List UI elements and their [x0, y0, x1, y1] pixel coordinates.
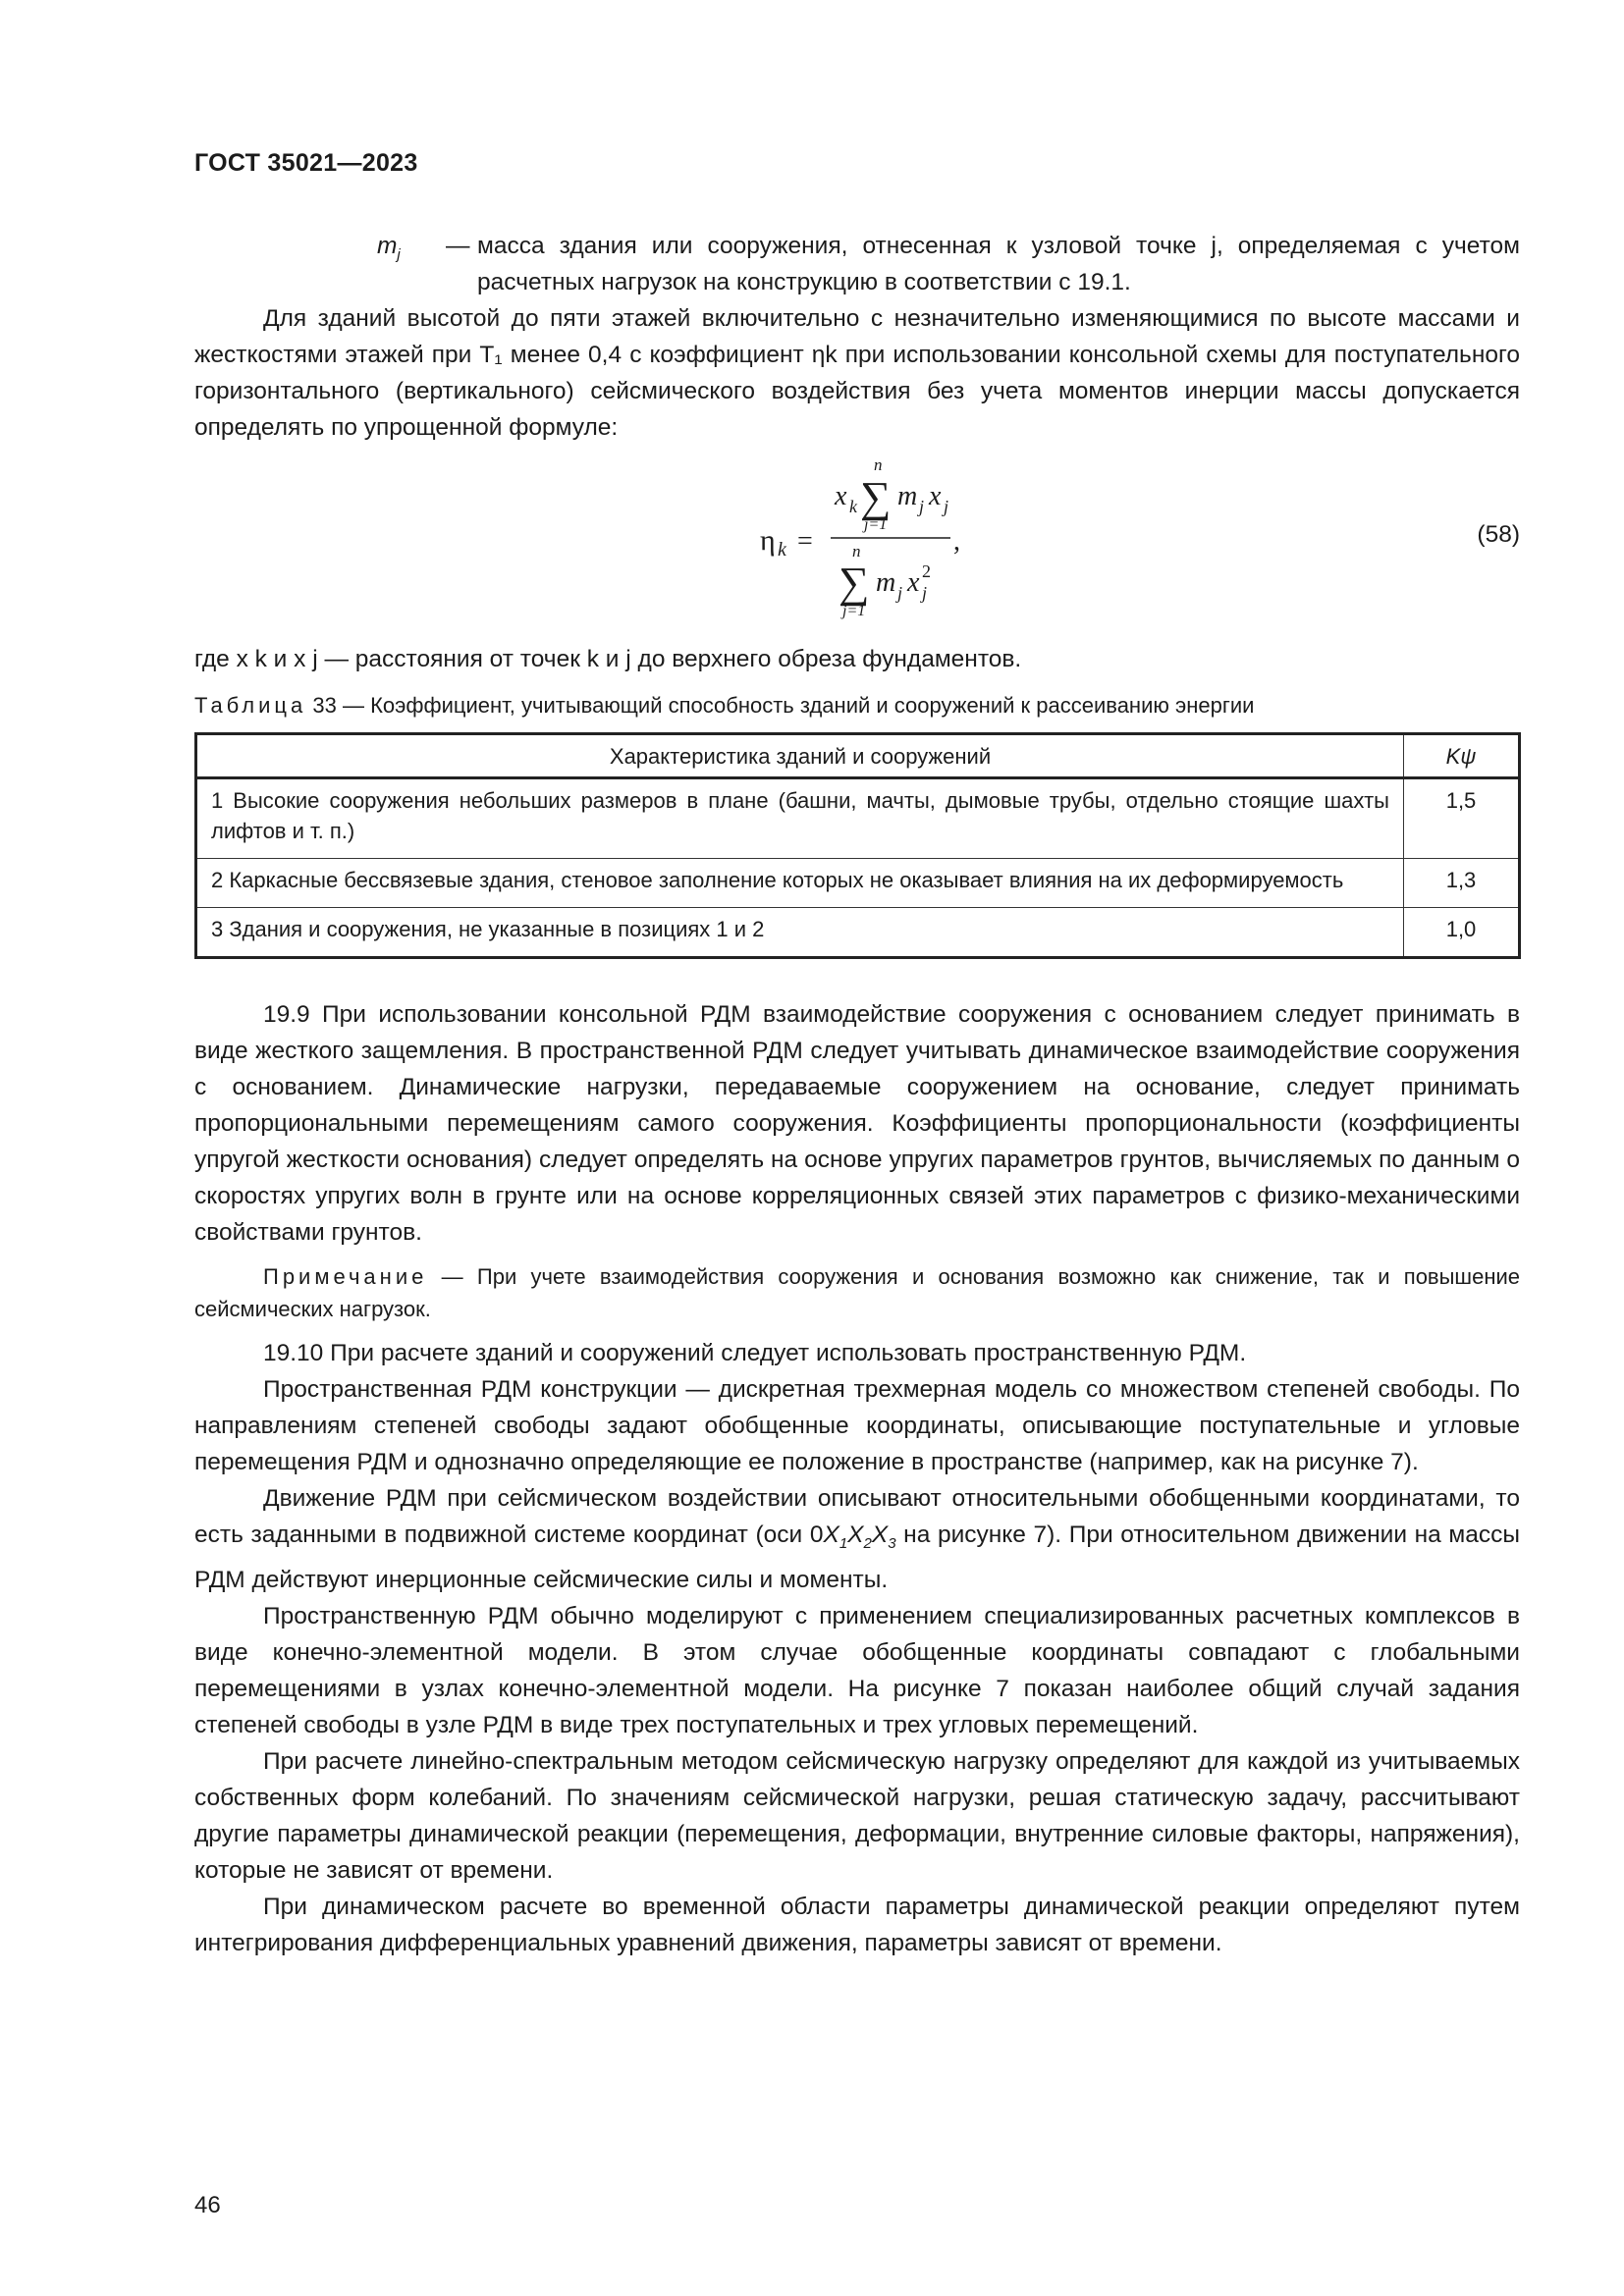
formula-num-sum-lower: j=1 — [864, 516, 888, 533]
table-header-k: Kψ — [1404, 734, 1520, 778]
formula-lhs-sub: k — [778, 539, 786, 561]
page-content — [194, 228, 1520, 1961]
table-caption — [194, 691, 1520, 721]
formula-num-x2-sub: j — [944, 497, 949, 516]
formula-den-sum-sign: ∑ — [839, 559, 870, 607]
axis-x1: $X_1$ — [823, 1522, 848, 1552]
note-text: — При учете взаимодействия сооружения и основания возможно как снижение, так и повышение сейсмических нагрузок. — [194, 1264, 1520, 1321]
table-row — [196, 778, 1520, 859]
formula-num-x2: x — [929, 481, 942, 511]
page-number: 46 — [194, 2192, 221, 2218]
formula-den-sum-lower: j=1 — [842, 603, 866, 619]
paragraph-dynamic: При динамическом расчете во временной области параметры динамической реакции определяют путем интегрирования дифференциальных уравнений движения, параметры зависят от времени. — [194, 1893, 1520, 1956]
table-row — [196, 908, 1520, 958]
table-cell-text: 2 Каркасные бессвязевые здания, стеновое заполнение которых не оказывает влияния на их деформируемость — [196, 859, 1404, 908]
paragraph-fem: Пространственную РДМ обычно моделируют с применением специализированных расчетных комплексов в виде конечно-элементной модели. В этом случае обобщенные координаты совпадают с глобальными перемещениями в узлах конечно-элементной модели. На рисунке 7 показан наиболее общий случай задания степеней свободы в узле РДМ в виде трех поступательных и трех угловых перемещений. — [194, 1602, 1520, 1738]
table-header-characteristic: Характеристика зданий и сооружений — [196, 734, 1404, 778]
document-header: ГОСТ 35021—2023 — [194, 149, 418, 177]
table-header-row — [196, 734, 1520, 778]
definition-dash: — — [446, 233, 470, 259]
equation-number: (58) — [1477, 521, 1520, 548]
formula-num-x: x — [835, 481, 847, 511]
table-cell-text: 3 Здания и сооружения, не указанные в позициях 1 и 2 — [196, 908, 1404, 958]
paragraph-rdm: Пространственная РДМ конструкции — дискретная трехмерная модель со множеством степеней свободы. По направлениям степеней свободы задают обобщенные координаты, описывающие поступательные и угловые перемещения РДМ и однозначно определяющие ее положение в пространстве (например, как на рисунке 7). — [194, 1376, 1520, 1475]
formula-num-m-sub: j — [919, 497, 925, 516]
formula-den-m: m — [876, 567, 896, 598]
formula-den-sum-upper: n — [852, 542, 861, 561]
table-cell-value: 1,0 — [1404, 908, 1520, 958]
note — [194, 1260, 1520, 1325]
formula-num-m: m — [897, 481, 918, 511]
formula-comma: , — [953, 526, 960, 557]
definition-text: масса здания или сооружения, отнесенная к узловой точке j, определяемая с учетом расчетных нагрузок на конструкцию в соответствии с 19.1. — [477, 233, 1520, 295]
axis-x2: $X_2$ — [847, 1522, 872, 1552]
formula-num-sum-upper: n — [874, 455, 883, 474]
paragraph-19-10: 19.10 При расчете зданий и сооружений следует использовать пространственную РДМ. — [263, 1340, 1247, 1366]
table-33 — [194, 732, 1521, 959]
formula-58 — [194, 452, 1520, 633]
formula-lhs: η — [760, 524, 776, 557]
note-label: Примечание — [263, 1264, 428, 1289]
formula-den-x: x — [907, 567, 920, 598]
formula-num-x-sub: k — [849, 497, 857, 516]
paragraph-heights: Для зданий высотой до пяти этажей включительно с незначительно изменяющимися по высоте массами и жесткостями этажей при T₁ менее 0,4 с коэффициент ηk при использовании консольной схемы для поступательного горизонтального (вертикального) сейсмического воздействия без учета моментов инерции массы допускается определять по упрощенной формуле: — [194, 305, 1520, 441]
table-cell-value: 1,5 — [1404, 778, 1520, 859]
axis-x3: $X_3$ — [871, 1522, 896, 1552]
paragraph-motion-end: на рисунке 7). При относительном движении на массы РДМ действуют инерционные сейсмические силы и моменты. — [194, 1522, 1520, 1593]
symbol-definition — [377, 228, 1520, 300]
formula-den-x-sup: 2 — [922, 561, 931, 581]
paragraph-motion-start: Движение РДМ при сейсмическом воздействии описывают относительными обобщенными координатами, то есть заданными в подвижной системе координат (оси 0 — [194, 1485, 1520, 1548]
formula-den-x-sub: j — [922, 583, 928, 603]
formula-num-sum-sign: ∑ — [860, 473, 892, 521]
formula-graphic — [194, 452, 1520, 633]
where-line: где x k и x j — расстояния от точек k и j до верхнего обреза фундаментов. — [194, 646, 1022, 672]
formula-den-m-sub: j — [897, 583, 903, 603]
paragraph-19-9: 19.9 При использовании консольной РДМ взаимодействие сооружения с основанием следует принимать в виде жесткого защемления. В пространственной РДМ следует учитывать динамическое взаимодействие сооружения с основанием. Динамические нагрузки, передаваемые сооружением на основание, следует принимать пропорциональными перемещениям самого сооружения. Коэффициенты пропорциональности (коэффициенты упругой жесткости основания) следует определять на основе упругих параметров грунтов, вычисляемых по данным о скоростях упругих волн в грунте или на основе корреляционных связей этих параметров с физико-механическими свойствами грунтов. — [194, 1001, 1520, 1246]
definition-symbol: $m_j$ — [377, 233, 401, 263]
table-cell-value: 1,3 — [1404, 859, 1520, 908]
table-caption-label: Таблица — [194, 693, 307, 718]
table-row — [196, 859, 1520, 908]
table-cell-text: 1 Высокие сооружения небольших размеров в плане (башни, мачты, дымовые трубы, отдельно стоящие шахты лифтов и т. п.) — [196, 778, 1404, 859]
paragraph-motion — [194, 1480, 1520, 1598]
formula-equals: = — [797, 526, 813, 557]
table-caption-text: 33 — Коэффициент, учитывающий способность зданий и сооружений к рассеиванию энергии — [312, 693, 1255, 718]
paragraph-linear: При расчете линейно-спектральным методом сейсмическую нагрузку определяют для каждой из учитываемых собственных форм колебаний. По значениям сейсмической нагрузки, решая статическую задачу, рассчитывают другие параметры динамической реакции (перемещения, деформации, внутренние силовые факторы, напряжения), которые не зависят от времени. — [194, 1747, 1520, 1884]
